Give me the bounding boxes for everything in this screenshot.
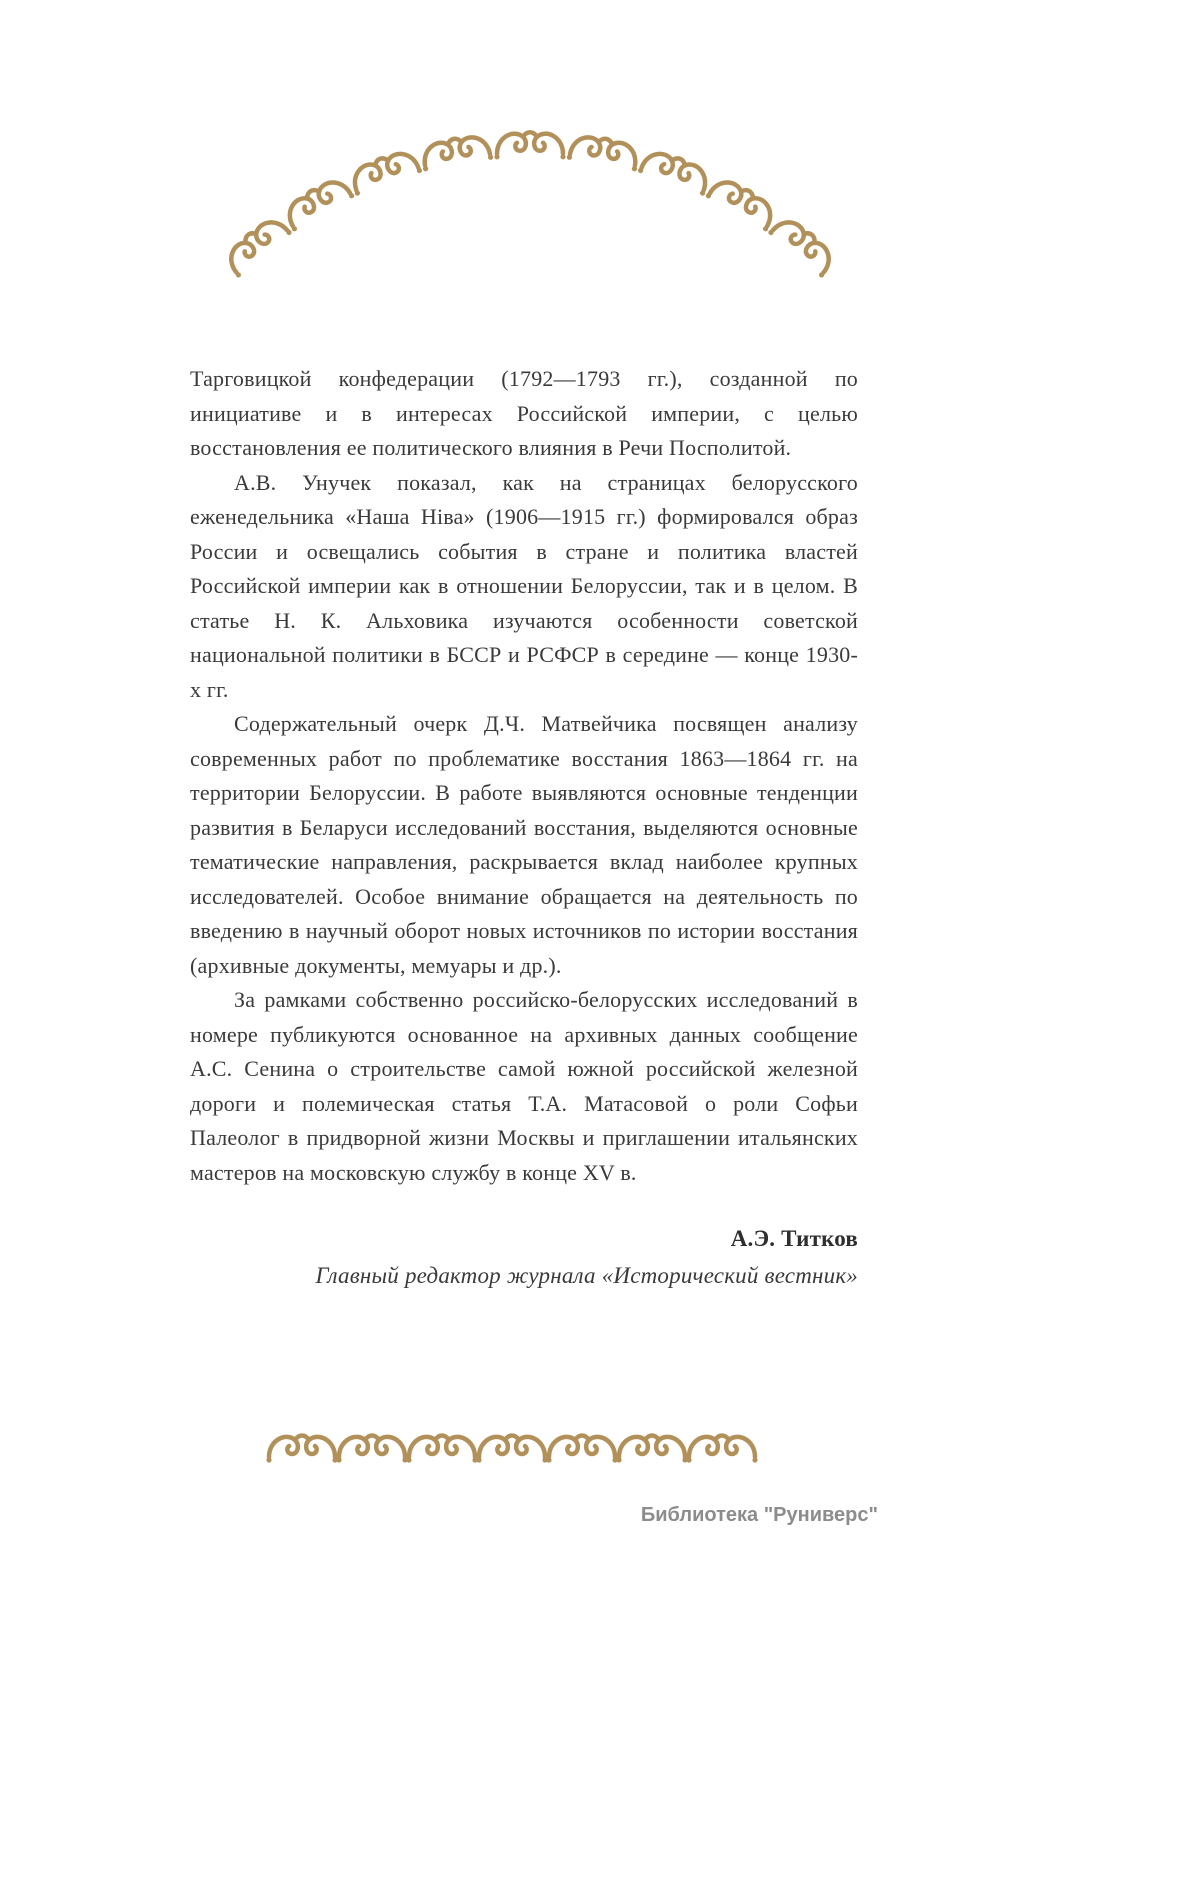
signature-name: А.Э. Титков [730,1226,858,1251]
top-ornament-flourish [0,110,1200,310]
bottom-ornament-flourish [0,1418,1200,1478]
paragraph-4: За рамками собственно российско-белорусских исследований в номере публикуются основанное на архивных данных сообщение А.С. Сенина о строительстве самой южной российской железной дороги и полемическая статья Т.А. Матасовой о роли Софьи Палеолог в придворной жизни Москвы и приглашении итальянских мастеров на московскую службу в конце XV в. [190,987,858,1185]
paragraph-3: Содержательный очерк Д.Ч. Матвейчика посвящен анализу современных работ по проблематике восстания 1863—1864 гг. на территории Белоруссии. В работе выявляются основные тенденции развития в Беларуси исследований восстания, выделяются основные тематические направления, раскрывается вклад наиболее крупных исследователей. Особое внимание обращается на деятельность по введению в научный оборот новых источников по истории восстания (архивные документы, мемуары и др.). [190,711,858,978]
text-block [190,362,858,1296]
paragraph-1: Тарговицкой конфедерации (1792—1793 гг.), созданной по инициативе и в интересах Российской империи, с целью восстановления ее политического влияния в Речи Посполитой. [190,366,858,460]
library-watermark: Библиотека "Руниверс" [640,1504,878,1526]
paragraph-2: А.В. Унучек показал, как на страницах белорусского еженедельника «Наша Ніва» (1906—1915 гг.) формировался образ России и освещались события в стране и политика властей Российской империи как в отношении Белоруссии, так и в целом. В статье Н. К. Альховика изучаются особенности советской национальной политики в БССР и РСФСР в середине — конце 1930-х гг. [190,469,858,702]
signature-role: Главный редактор журнала «Исторический вестник» [315,1263,858,1288]
signature-block [190,1222,858,1296]
